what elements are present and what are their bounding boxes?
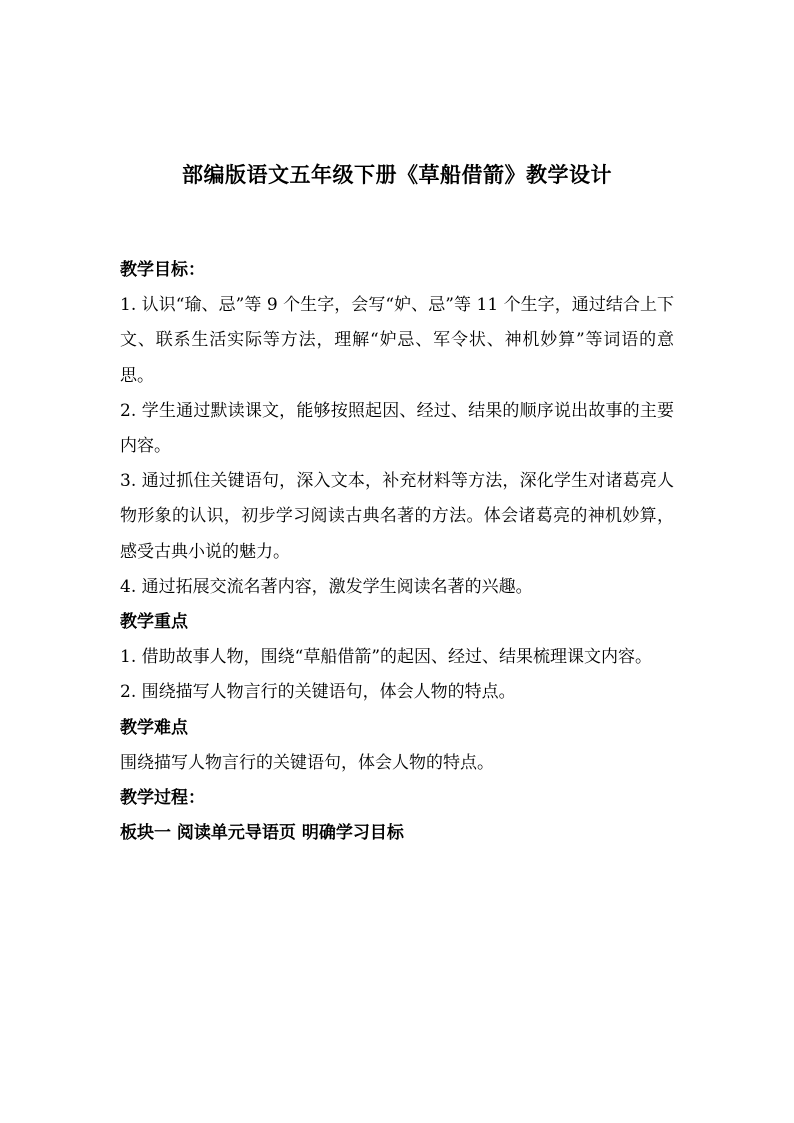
objectives-heading: 教学目标： (120, 260, 205, 280)
difficulty-heading: 教学难点 (120, 717, 188, 738)
key-points-heading: 教学重点 (120, 612, 188, 633)
objective-item: 1. 认识“瑜、忌”等 9 个生字，会写“妒、忌”等 11 个生字，通过结合上下文、联系生活实际等方法，理解“妒忌、军令状、神机妙算”等词语的意思。 (120, 295, 674, 386)
key-point-item: 2. 围绕描写人物言行的关键语句，体会人物的特点。 (120, 682, 516, 703)
objective-item: 2. 学生通过默读课文，能够按照起因、经过、结果的顺序说出故事的主要内容。 (120, 400, 674, 457)
document-title: 部编版语文五年级下册《草船借箭》教学设计 (182, 163, 612, 187)
document-body (120, 253, 674, 851)
key-point-item: 1. 借助故事人物，围绕“草船借箭”的起因、经过、结果梳理课文内容。 (120, 647, 653, 668)
difficulty-text: 围绕描写人物言行的关键语句，体会人物的特点。 (120, 752, 494, 773)
process-heading: 教学过程： (120, 788, 205, 809)
objective-item: 3. 通过抓住关键语句，深入文本，补充材料等方法，深化学生对诸葛亮人物形象的认识，初步学习阅读古典名著的方法。体会诸葛亮的神机妙算，感受古典小说的魅力。 (120, 471, 674, 562)
section-one-heading: 板块一 阅读单元导语页 明确学习目标 (120, 823, 404, 844)
objective-item: 4. 通过拓展交流名著内容，激发学生阅读名著的兴趣。 (120, 576, 533, 597)
